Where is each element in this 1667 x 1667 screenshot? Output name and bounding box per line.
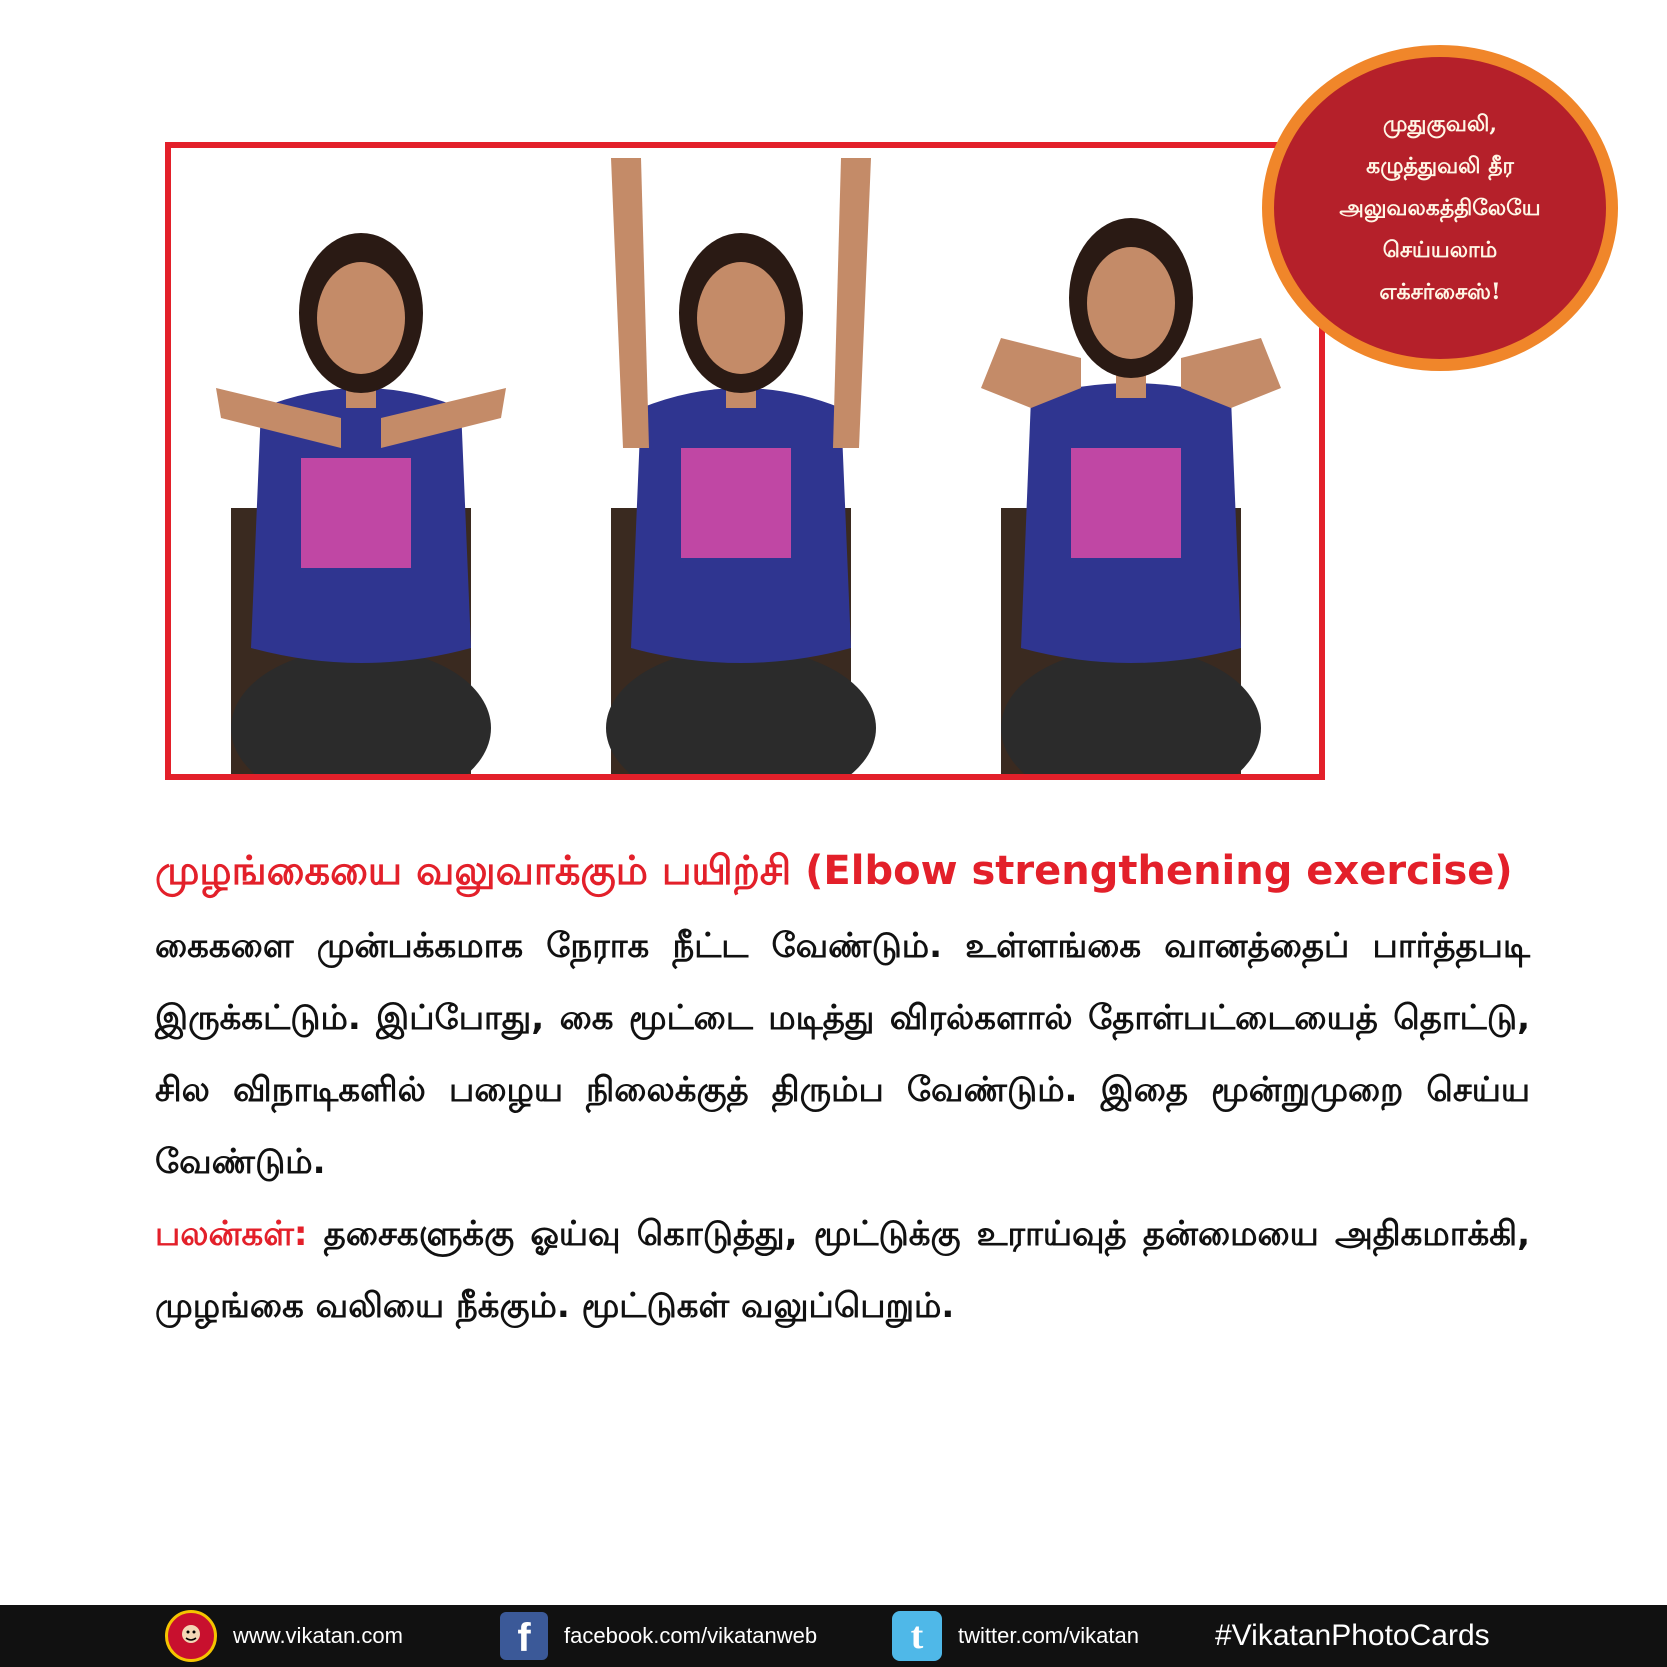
hashtag <box>1215 1619 1490 1653</box>
footer-bar <box>0 1605 1667 1667</box>
pose-arms-raised-figure <box>571 148 911 780</box>
hashtag-text: #VikatanPhotoCards <box>1215 1619 1490 1652</box>
benefits-label: பலன்கள்: <box>155 1214 308 1254</box>
twitter-text: twitter.com/vikatan <box>958 1623 1139 1648</box>
website-text: www.vikatan.com <box>233 1623 403 1648</box>
facebook-icon: f <box>500 1612 548 1660</box>
website-link[interactable] <box>165 1610 403 1662</box>
pose-hands-on-shoulders-figure <box>961 148 1301 780</box>
facebook-link[interactable] <box>500 1612 817 1660</box>
article-content <box>155 832 1530 1342</box>
pose-arms-forward-figure <box>191 148 531 780</box>
badge-line: கழுத்துவலி தீர <box>1366 153 1514 179</box>
exercise-photo <box>165 142 1325 780</box>
benefits-text: தசைகளுக்கு ஓய்வு கொடுத்து, மூட்டுக்கு உராய்வுத் தன்மையை அதிகமாக்கி, முழங்கை வலியை நீக்கும். மூட்டுகள் வலுப்பெறும். <box>155 1214 1530 1326</box>
badge-line: அலுவலகத்திலேயே <box>1339 195 1541 221</box>
topic-badge <box>1262 45 1618 371</box>
twitter-icon: t <box>892 1611 942 1661</box>
badge-line: முதுகுவலி, <box>1382 111 1498 137</box>
exercise-instructions: கைகளை முன்பக்கமாக நேராக நீட்ட வேண்டும். உள்ளங்கை வானத்தைப் பார்த்தபடி இருக்கட்டும். இப்போது, கை மூட்டை மடித்து விரல்களால் தோள்பட்டையைத் தொட்டு, சில விநாடிகளில் பழைய நிலைக்குத் திரும்ப வேண்டும். இதை மூன்றுமுறை செய்ய வேண்டும். <box>155 926 1530 1182</box>
exercise-heading: முழங்கையை வலுவாக்கும் பயிற்சி (Elbow strengthening exercise) <box>155 848 1513 894</box>
vikatan-logo-icon <box>165 1610 217 1662</box>
badge-line: எக்சர்சைஸ்! <box>1379 279 1501 305</box>
facebook-text: facebook.com/vikatanweb <box>564 1623 818 1648</box>
benefits-paragraph <box>155 1198 1530 1342</box>
twitter-link[interactable] <box>892 1611 1139 1661</box>
badge-line: செய்யலாம் <box>1382 237 1498 263</box>
